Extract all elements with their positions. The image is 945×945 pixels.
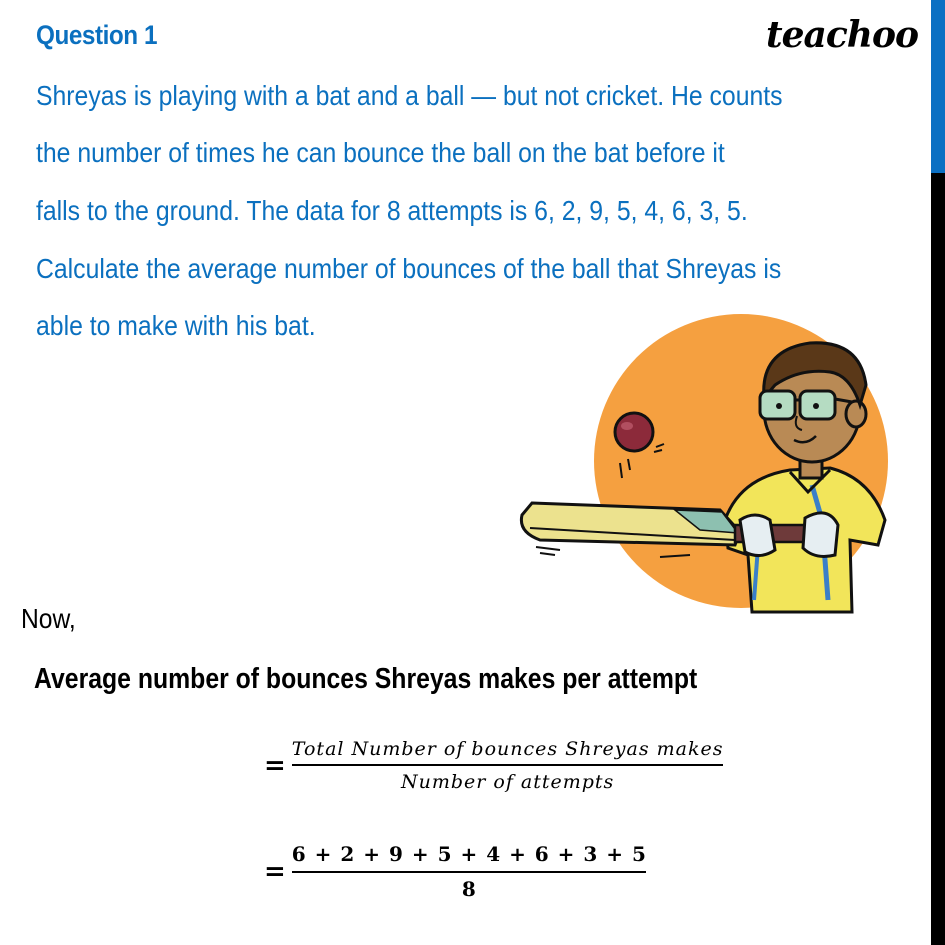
- question-line-1: Shreyas is playing with a bat and a ball — but not cricket. He counts: [36, 80, 783, 111]
- formula-step-2: [264, 842, 646, 901]
- fraction-denominator: 8: [461, 877, 476, 901]
- question-line-2: the number of times he can bounce the ball on the bat before it: [36, 137, 725, 168]
- solution-subheading: Average number of bounces Shreyas makes per attempt: [34, 663, 698, 695]
- fraction-numerator: 6 + 2 + 9 + 5 + 4 + 6 + 3 + 5: [291, 842, 646, 866]
- formula-step-1: [264, 738, 723, 793]
- scrollbar-track[interactable]: [931, 173, 945, 945]
- question-line-4: Calculate the average number of bounces of the ball that Shreyas is: [36, 253, 782, 284]
- teachoo-logo: teachoo: [766, 14, 918, 56]
- fraction-denominator: Number of attempts: [400, 771, 615, 793]
- question-title: Question 1: [36, 20, 158, 50]
- scrollbar-thumb[interactable]: [931, 0, 945, 173]
- fraction-numerator: Total Number of bounces Shreyas makes: [291, 738, 724, 760]
- cricket-boy-illustration: [515, 305, 905, 615]
- question-line-3: falls to the ground. The data for 8 attempts is 6, 2, 9, 5, 4, 6, 3, 5.: [36, 195, 748, 226]
- fraction: [292, 738, 724, 793]
- question-line-5: able to make with his bat.: [36, 310, 316, 341]
- solution-intro: Now,: [21, 603, 76, 634]
- fraction: [292, 842, 646, 901]
- equals-sign: =: [264, 856, 286, 887]
- equals-sign: =: [264, 750, 286, 781]
